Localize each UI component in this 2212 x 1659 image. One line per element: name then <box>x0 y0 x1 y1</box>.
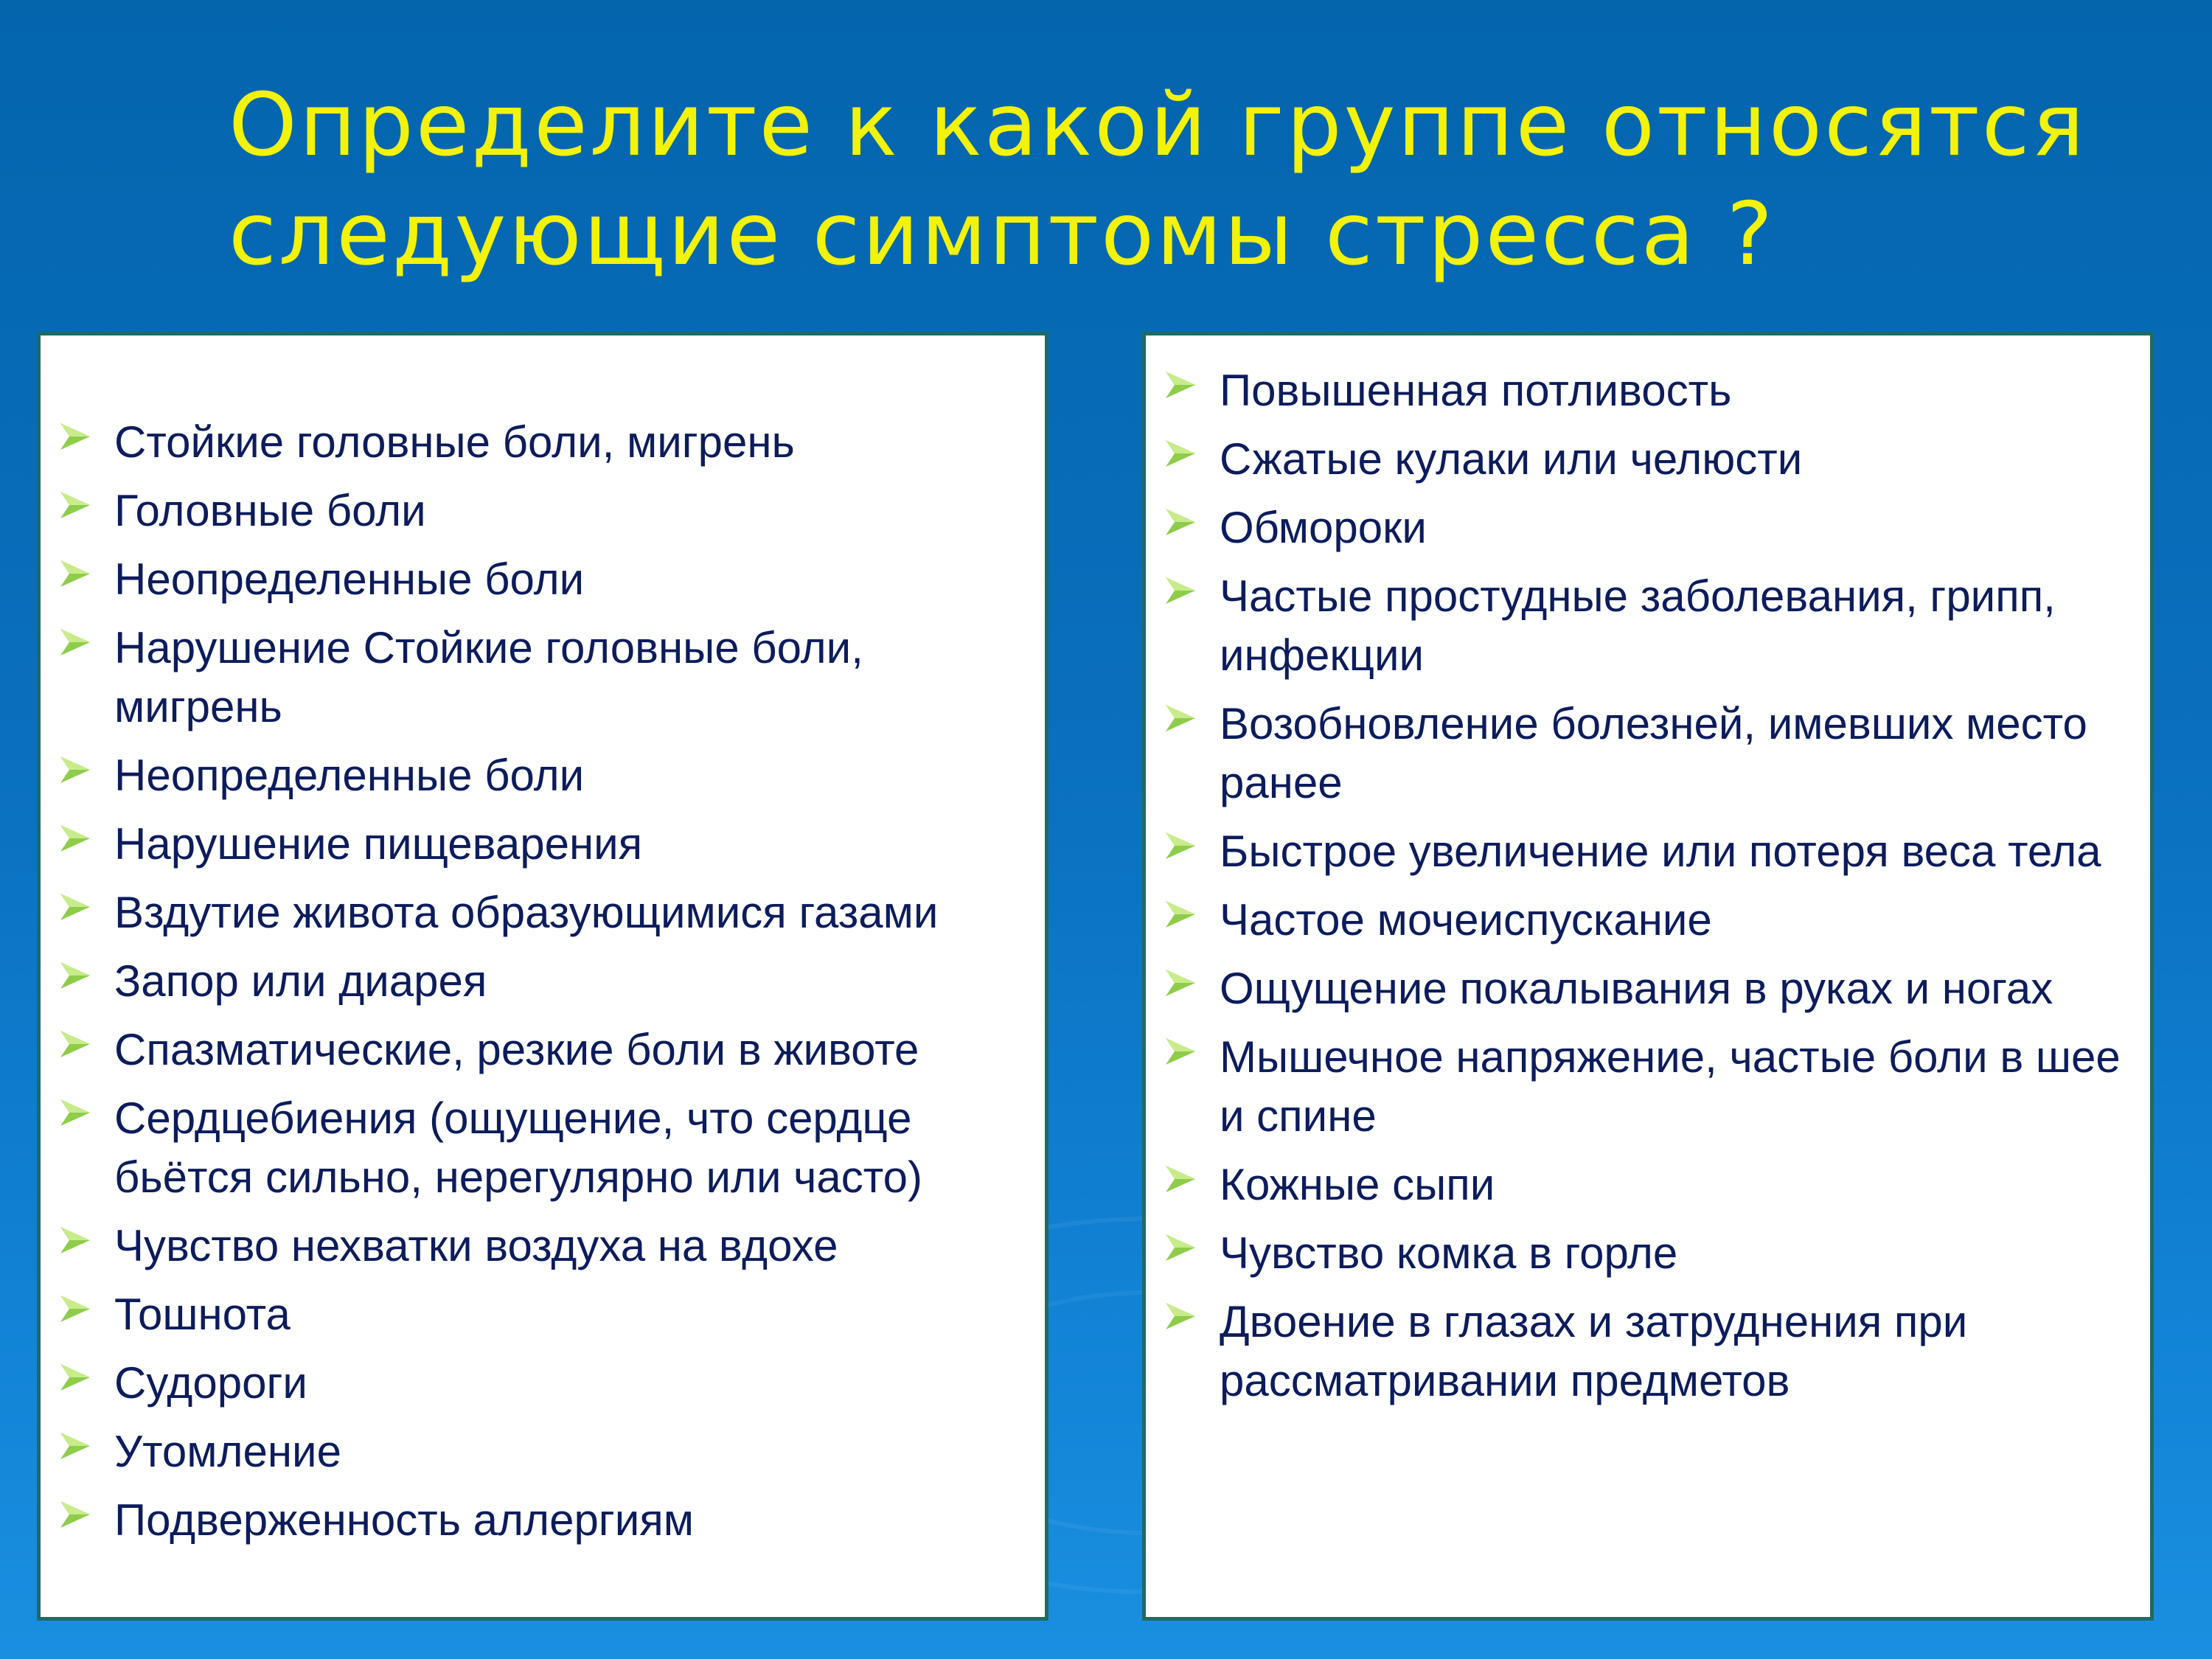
list-item-text: Кожные сыпи <box>1220 1160 1495 1209</box>
list-item <box>1164 1155 2135 1214</box>
arrow-bullet-icon <box>1164 703 1197 733</box>
list-item <box>1164 498 2135 557</box>
list-item <box>59 1354 1030 1413</box>
arrow-bullet-icon <box>1164 576 1197 605</box>
list-item-text: Чувство комка в горле <box>1220 1228 1678 1278</box>
left-symptoms-list <box>59 413 1030 1559</box>
arrow-bullet-icon <box>59 1363 91 1392</box>
arrow-bullet-icon <box>1164 1164 1197 1194</box>
right-symptoms-list <box>1164 361 2135 1420</box>
list-item-text: Обмороки <box>1220 503 1427 552</box>
right-symptoms-panel <box>1142 332 2154 1621</box>
list-item-text: Повышенная потливость <box>1220 366 1732 415</box>
list-item-text: Стойкие головные боли, мигрень <box>114 417 795 467</box>
arrow-bullet-icon <box>1164 439 1197 468</box>
list-item-text: Частое мочеиспускание <box>1220 895 1712 945</box>
arrow-bullet-icon <box>59 1029 91 1059</box>
arrow-bullet-icon <box>1164 370 1197 400</box>
arrow-bullet-icon <box>1164 968 1197 998</box>
list-item-text: Сжатые кулаки или челюсти <box>1220 434 1803 484</box>
list-item <box>1164 959 2135 1018</box>
list-item-text: Тошнота <box>114 1290 291 1339</box>
list-item-text: Запор или диарея <box>114 956 487 1006</box>
list-item-text: Судороги <box>114 1358 307 1408</box>
list-item <box>59 815 1030 874</box>
list-item <box>59 1422 1030 1481</box>
list-item-text: Головные боли <box>114 486 426 535</box>
arrow-bullet-icon <box>1164 1037 1197 1066</box>
list-item <box>59 1285 1030 1344</box>
arrow-bullet-icon <box>59 892 91 922</box>
list-item <box>59 883 1030 942</box>
list-item-text: Спазматические, резкие боли в животе <box>114 1025 919 1074</box>
left-symptoms-panel <box>37 332 1048 1621</box>
arrow-bullet-icon <box>1164 1301 1197 1331</box>
arrow-bullet-icon <box>59 1225 91 1255</box>
arrow-bullet-icon <box>59 961 91 990</box>
list-item <box>59 550 1030 609</box>
arrow-bullet-icon <box>59 1098 91 1127</box>
arrow-bullet-icon <box>59 1431 91 1461</box>
list-item-text: Неопределенные боли <box>114 554 585 604</box>
arrow-bullet-icon <box>1164 1233 1197 1262</box>
list-item <box>1164 822 2135 881</box>
slide-title-line: Определите к какой группе относятся <box>229 74 2087 175</box>
arrow-bullet-icon <box>59 627 91 657</box>
list-item <box>1164 1224 2135 1283</box>
list-item-text: Частые простудные заболевания, грипп, инфекции <box>1220 571 2056 680</box>
list-item-text: Нарушение пищеварения <box>114 819 643 869</box>
slide-title <box>229 70 2146 288</box>
list-item <box>59 619 1030 737</box>
list-item <box>59 1491 1030 1550</box>
list-item <box>59 481 1030 540</box>
list-item <box>1164 430 2135 489</box>
list-item <box>59 1020 1030 1079</box>
list-item <box>59 952 1030 1011</box>
arrow-bullet-icon <box>59 1294 91 1324</box>
list-item <box>1164 695 2135 813</box>
list-item-text: Мышечное напряжение, частые боли в шее и спине <box>1220 1032 2121 1141</box>
list-item <box>59 413 1030 472</box>
list-item <box>1164 361 2135 420</box>
list-item-text: Чувство нехватки воздуха на вдохе <box>114 1221 838 1270</box>
arrow-bullet-icon <box>59 755 91 785</box>
list-item-text: Ощущение покалывания в руках и ногах <box>1220 964 2053 1013</box>
list-item-text: Утомление <box>114 1427 341 1476</box>
list-item-text: Двоение в глазах и затруднения при рассматривании предметов <box>1220 1297 1968 1405</box>
list-item-text: Сердцебиения (ощущение, что сердце бьётся сильно, нерегулярно или часто) <box>114 1093 922 1202</box>
list-item <box>59 746 1030 805</box>
arrow-bullet-icon <box>1164 507 1197 537</box>
list-item <box>1164 891 2135 950</box>
arrow-bullet-icon <box>59 422 91 451</box>
list-item-text: Вздутие живота образующимися газами <box>114 888 939 937</box>
list-item-text: Нарушение Стойкие головные боли, мигрень <box>114 623 863 731</box>
list-item-text: Неопределенные боли <box>114 751 585 800</box>
list-item <box>1164 1293 2135 1411</box>
list-item-text: Возобновление болезней, имевших место ранее <box>1220 699 2087 807</box>
list-item-text: Быстрое увеличение или потеря веса тела <box>1220 827 2101 876</box>
arrow-bullet-icon <box>59 490 91 520</box>
slide-title-line: следующие симптомы стресса ? <box>229 183 1775 285</box>
list-item-text: Подверженность аллергиям <box>114 1495 694 1545</box>
list-item <box>1164 1028 2135 1146</box>
list-item <box>59 1089 1030 1207</box>
list-item <box>1164 567 2135 685</box>
arrow-bullet-icon <box>59 824 91 853</box>
arrow-bullet-icon <box>1164 831 1197 860</box>
arrow-bullet-icon <box>59 559 91 588</box>
list-item <box>59 1217 1030 1276</box>
arrow-bullet-icon <box>1164 900 1197 929</box>
arrow-bullet-icon <box>59 1500 91 1529</box>
